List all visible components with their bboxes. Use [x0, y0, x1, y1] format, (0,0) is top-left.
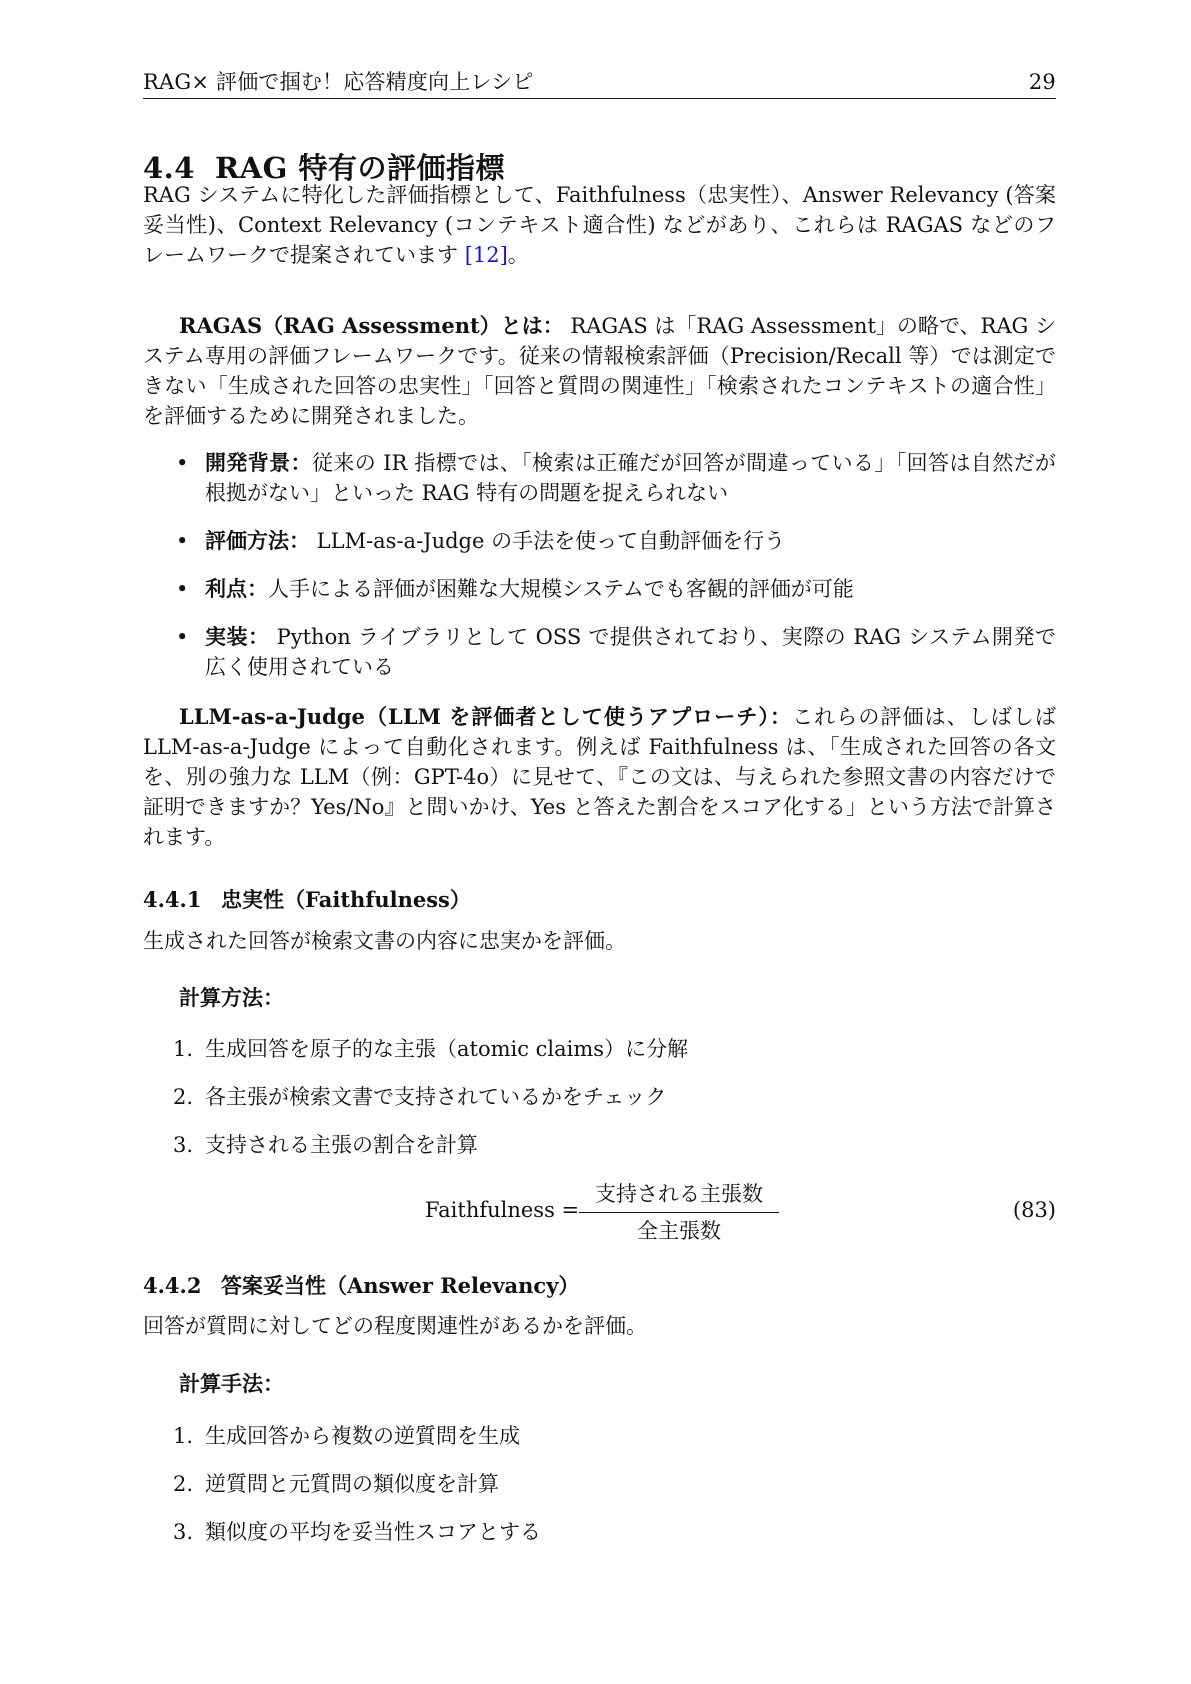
list-item: [143, 574, 1056, 604]
bullet-text: 人手による評価が困難な大規模システムでも客観的評価が可能: [268, 577, 854, 601]
equation-denominator: 全主張数: [637, 1219, 721, 1243]
step-text: 支持される主張の割合を計算: [205, 1133, 478, 1157]
equation-numerator: 支持される主張数: [595, 1182, 763, 1206]
step-text: 各主張が検索文書で支持されているかをチェック: [205, 1085, 667, 1109]
step-text: 類似度の平均を妥当性スコアとする: [205, 1520, 541, 1544]
equation-lhs: Faithfulness =: [425, 1198, 580, 1222]
bullet-marker: •: [176, 451, 189, 475]
bullet-lead: 利点：: [205, 576, 268, 601]
step-number: 3.: [173, 1133, 194, 1157]
step-number: 2.: [173, 1085, 194, 1109]
running-header: [143, 66, 1056, 96]
step-text: 生成回答を原子的な主張（atomic claims）に分解: [205, 1037, 689, 1061]
list-item: [143, 526, 1056, 556]
subsection-title: 忠実性（Faithfulness）: [221, 887, 471, 912]
faithfulness-equation: [143, 1178, 1056, 1248]
bullet-marker: •: [176, 577, 189, 601]
bullet-lead: 評価方法：: [205, 528, 310, 553]
bullet-lead: 開発背景：: [205, 450, 312, 475]
judge-lead: LLM-as-a-Judge（LLM を評価者として使うアプローチ）：: [179, 704, 793, 729]
bullet-marker: •: [176, 529, 189, 553]
answer-relevancy-description: 回答が質問に対してどの程度関連性があるかを評価。: [143, 1314, 647, 1338]
method-label: 計算手法：: [179, 1371, 284, 1396]
list-item: [143, 1517, 1056, 1547]
intro-end: 。: [507, 243, 529, 267]
step-text: 逆質問と元質問の類似度を計算: [205, 1472, 499, 1496]
header-rule: [143, 98, 1056, 99]
list-item: [143, 1421, 1056, 1451]
subsection-heading-answer-relevancy: [143, 1270, 579, 1300]
list-item: [143, 1130, 1056, 1160]
bullet-text: Python ライブラリとして OSS で提供されており、実際の RAG システム開発で広く使用されている: [205, 625, 1057, 679]
bullet-text: 従来の IR 指標では、「検索は正確だが回答が間違っている」「回答は自然だが根拠がない」といった RAG 特有の問題を捉えられない: [205, 451, 1056, 505]
citation-link[interactable]: [12]: [464, 243, 508, 267]
ragas-bullet-list: [143, 448, 1056, 700]
judge-text: これらの評価は、しばしば LLM-as-a-Judge によって自動化されます。例えば Faithfulness は、「生成された回答の各文を、別の強力な LLM（例：GPT-4o）に見せて、『この文は、与えられた参照文書の内容だけで証明できますか？Yes/No』と問いかけ、Yes と答えた割合をスコア化する」という方法で計算されます。: [143, 705, 1056, 849]
equation-fraction: [579, 1178, 779, 1246]
header-title: RAG× 評価で掴む！応答精度向上レシピ: [143, 70, 534, 94]
subsection-title: 答案妥当性（Answer Relevancy）: [221, 1273, 580, 1298]
list-item: [143, 622, 1056, 682]
list-item: [143, 1082, 1056, 1112]
answer-relevancy-steps: [143, 1421, 1056, 1565]
step-number: 1.: [173, 1037, 194, 1061]
section-number: 4.4: [143, 151, 195, 185]
judge-paragraph: [143, 702, 1056, 852]
ragas-paragraph: [143, 311, 1056, 431]
step-number: 3.: [173, 1520, 194, 1544]
page-number: 29: [1028, 70, 1056, 94]
bullet-text: LLM-as-a-Judge の手法を使って自動評価を行う: [310, 529, 786, 553]
step-number: 2.: [173, 1472, 194, 1496]
faithfulness-steps: [143, 1034, 1056, 1178]
list-item: [143, 448, 1056, 508]
section-title: RAG 特有の評価指標: [215, 151, 505, 185]
bullet-marker: •: [176, 625, 189, 649]
ragas-lead: RAGAS（RAG Assessment）とは：: [179, 313, 564, 338]
subsection-heading-faithfulness: [143, 884, 471, 914]
subsection-number: 4.4.1: [143, 887, 202, 912]
ragas-text: RAGAS は「RAG Assessment」の略で、RAG システム専用の評価フレームワークです。従来の情報検索評価（Precision/Recall 等）では測定できない「生成された回答の忠実性」「回答と質問の関連性」「検索されたコンテキストの適合性」を評価するために開発されました。: [143, 314, 1056, 428]
step-number: 1.: [173, 1424, 194, 1448]
subsection-number: 4.4.2: [143, 1273, 202, 1298]
list-item: [143, 1034, 1056, 1064]
bullet-lead: 実装：: [205, 624, 270, 649]
intro-paragraph: [143, 180, 1056, 270]
list-item: [143, 1469, 1056, 1499]
fraction-bar: [579, 1212, 779, 1213]
intro-text: RAG システムに特化した評価指標として、Faithfulness（忠実性）、Answer Relevancy (答案妥当性)、Context Relevancy (コンテキスト適合性) などがあり、これらは RAGAS などのフレームワークで提案されています: [143, 183, 1056, 267]
faithfulness-description: 生成された回答が検索文書の内容に忠実かを評価。: [143, 929, 626, 953]
step-text: 生成回答から複数の逆質問を生成: [205, 1424, 520, 1448]
method-label: 計算方法：: [179, 985, 284, 1010]
equation-number: (83): [1012, 1198, 1056, 1222]
